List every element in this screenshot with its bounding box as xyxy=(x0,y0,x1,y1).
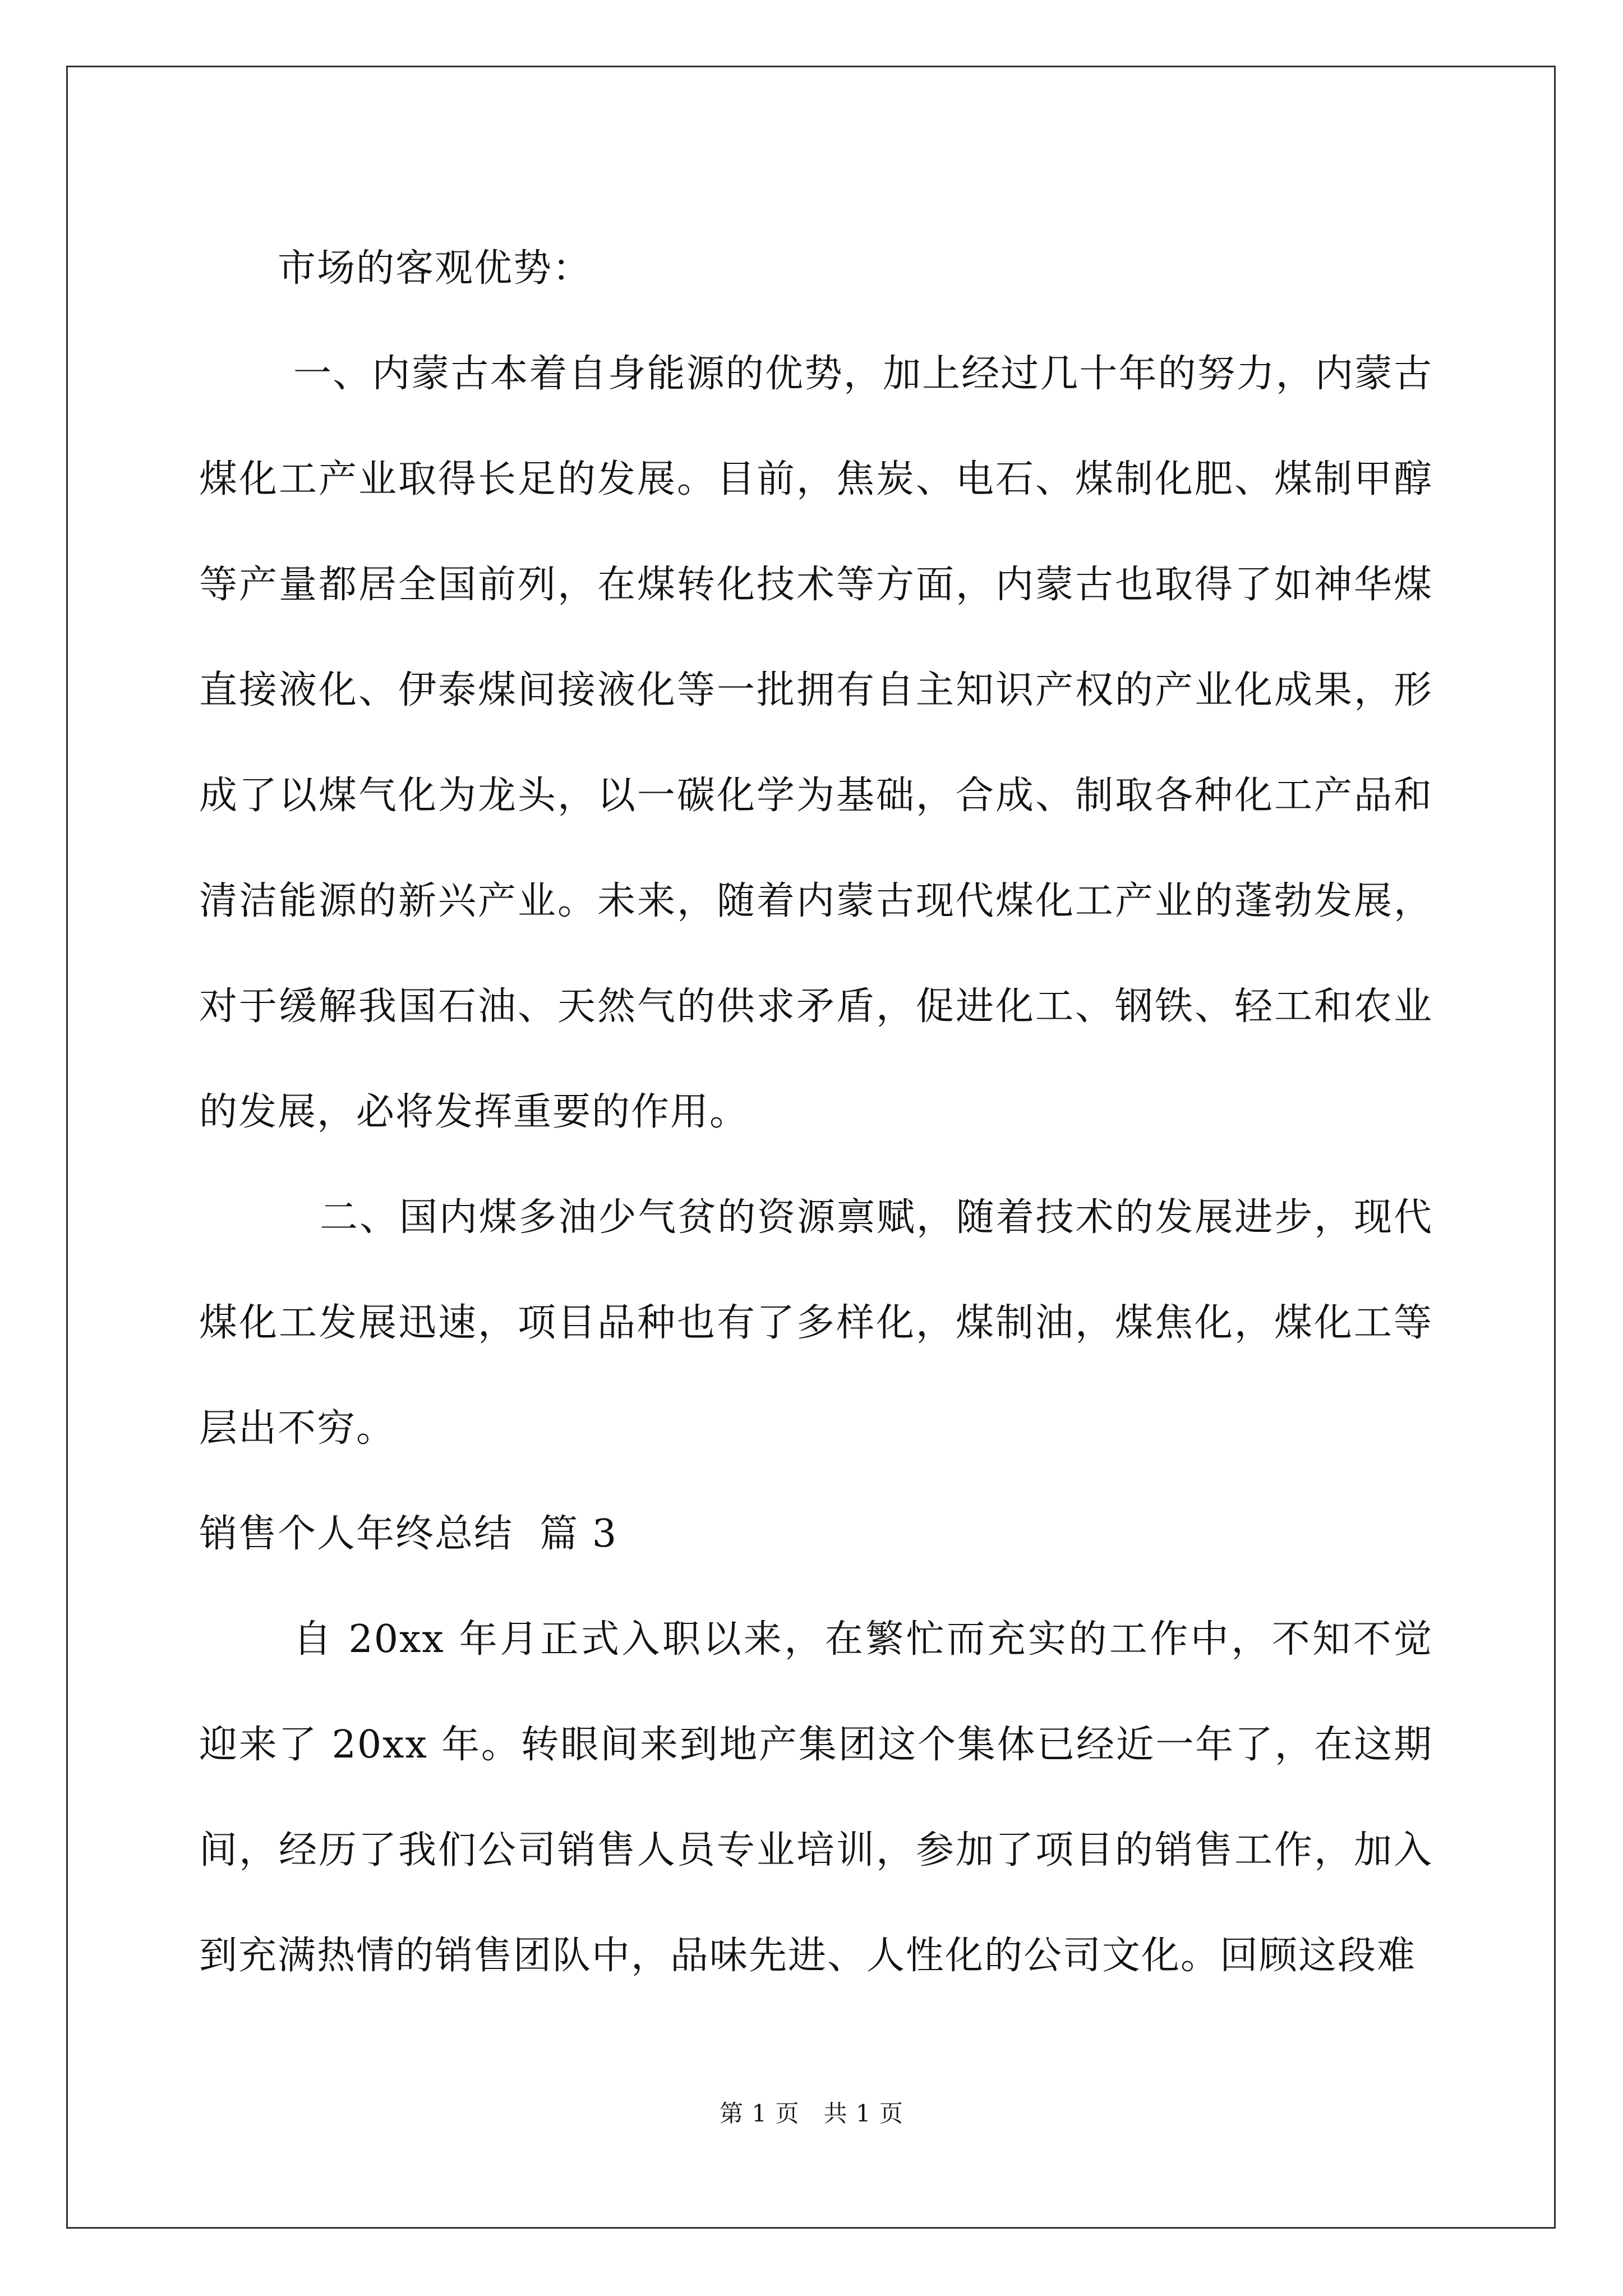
paragraph-market-advantages: 市场的客观优势： xyxy=(278,246,592,291)
page-number-footer: 第 1 页 共 1 页 xyxy=(720,2100,903,2127)
document-body xyxy=(199,216,1433,2009)
paragraph-point-two: 二、国内煤多油少气贫的资源禀赋，随着技术的发展进步，现代煤化工发展迅速，项目品种也有了多样化，煤制油，煤焦化，煤化工等层出不穷。 xyxy=(199,1195,1433,1451)
paragraph-point-one: 一、内蒙古本着自身能源的优势，加上经过几十年的努力，内蒙古煤化工产业取得长足的发展。目前，焦炭、电石、煤制化肥、煤制甲醇等产量都居全国前列，在煤转化技术等方面，内蒙古也取得了如神华煤直接液化、伊泰煤间接液化等一批拥有自主知识产权的产业化成果，形成了以煤气化为龙头，以一碳化学为基础，合成、制取各种化工产品和清洁能源的新兴产业。未来，随着内蒙古现代煤化工产业的蓬勃发展，对于缓解我国石油、天然气的供求矛盾，促进化工、钢铁、轻工和农业的发展，必将发挥重要的作用。 xyxy=(199,352,1433,1134)
section-heading: 销售个人年终总结 篇 3 xyxy=(199,1512,618,1556)
paragraph-summary-intro: 自 20xx 年月正式入职以来，在繁忙而充实的工作中，不知不觉迎来了 20xx 年。转眼间来到地产集团这个集体已经近一年了，在这期间，经历了我们公司销售人员专业培训，参加了项目的销售工作，加入到充满热情的销售团队中，品味先进、人性化的公司文化。回顾这段难 xyxy=(199,1617,1433,1978)
